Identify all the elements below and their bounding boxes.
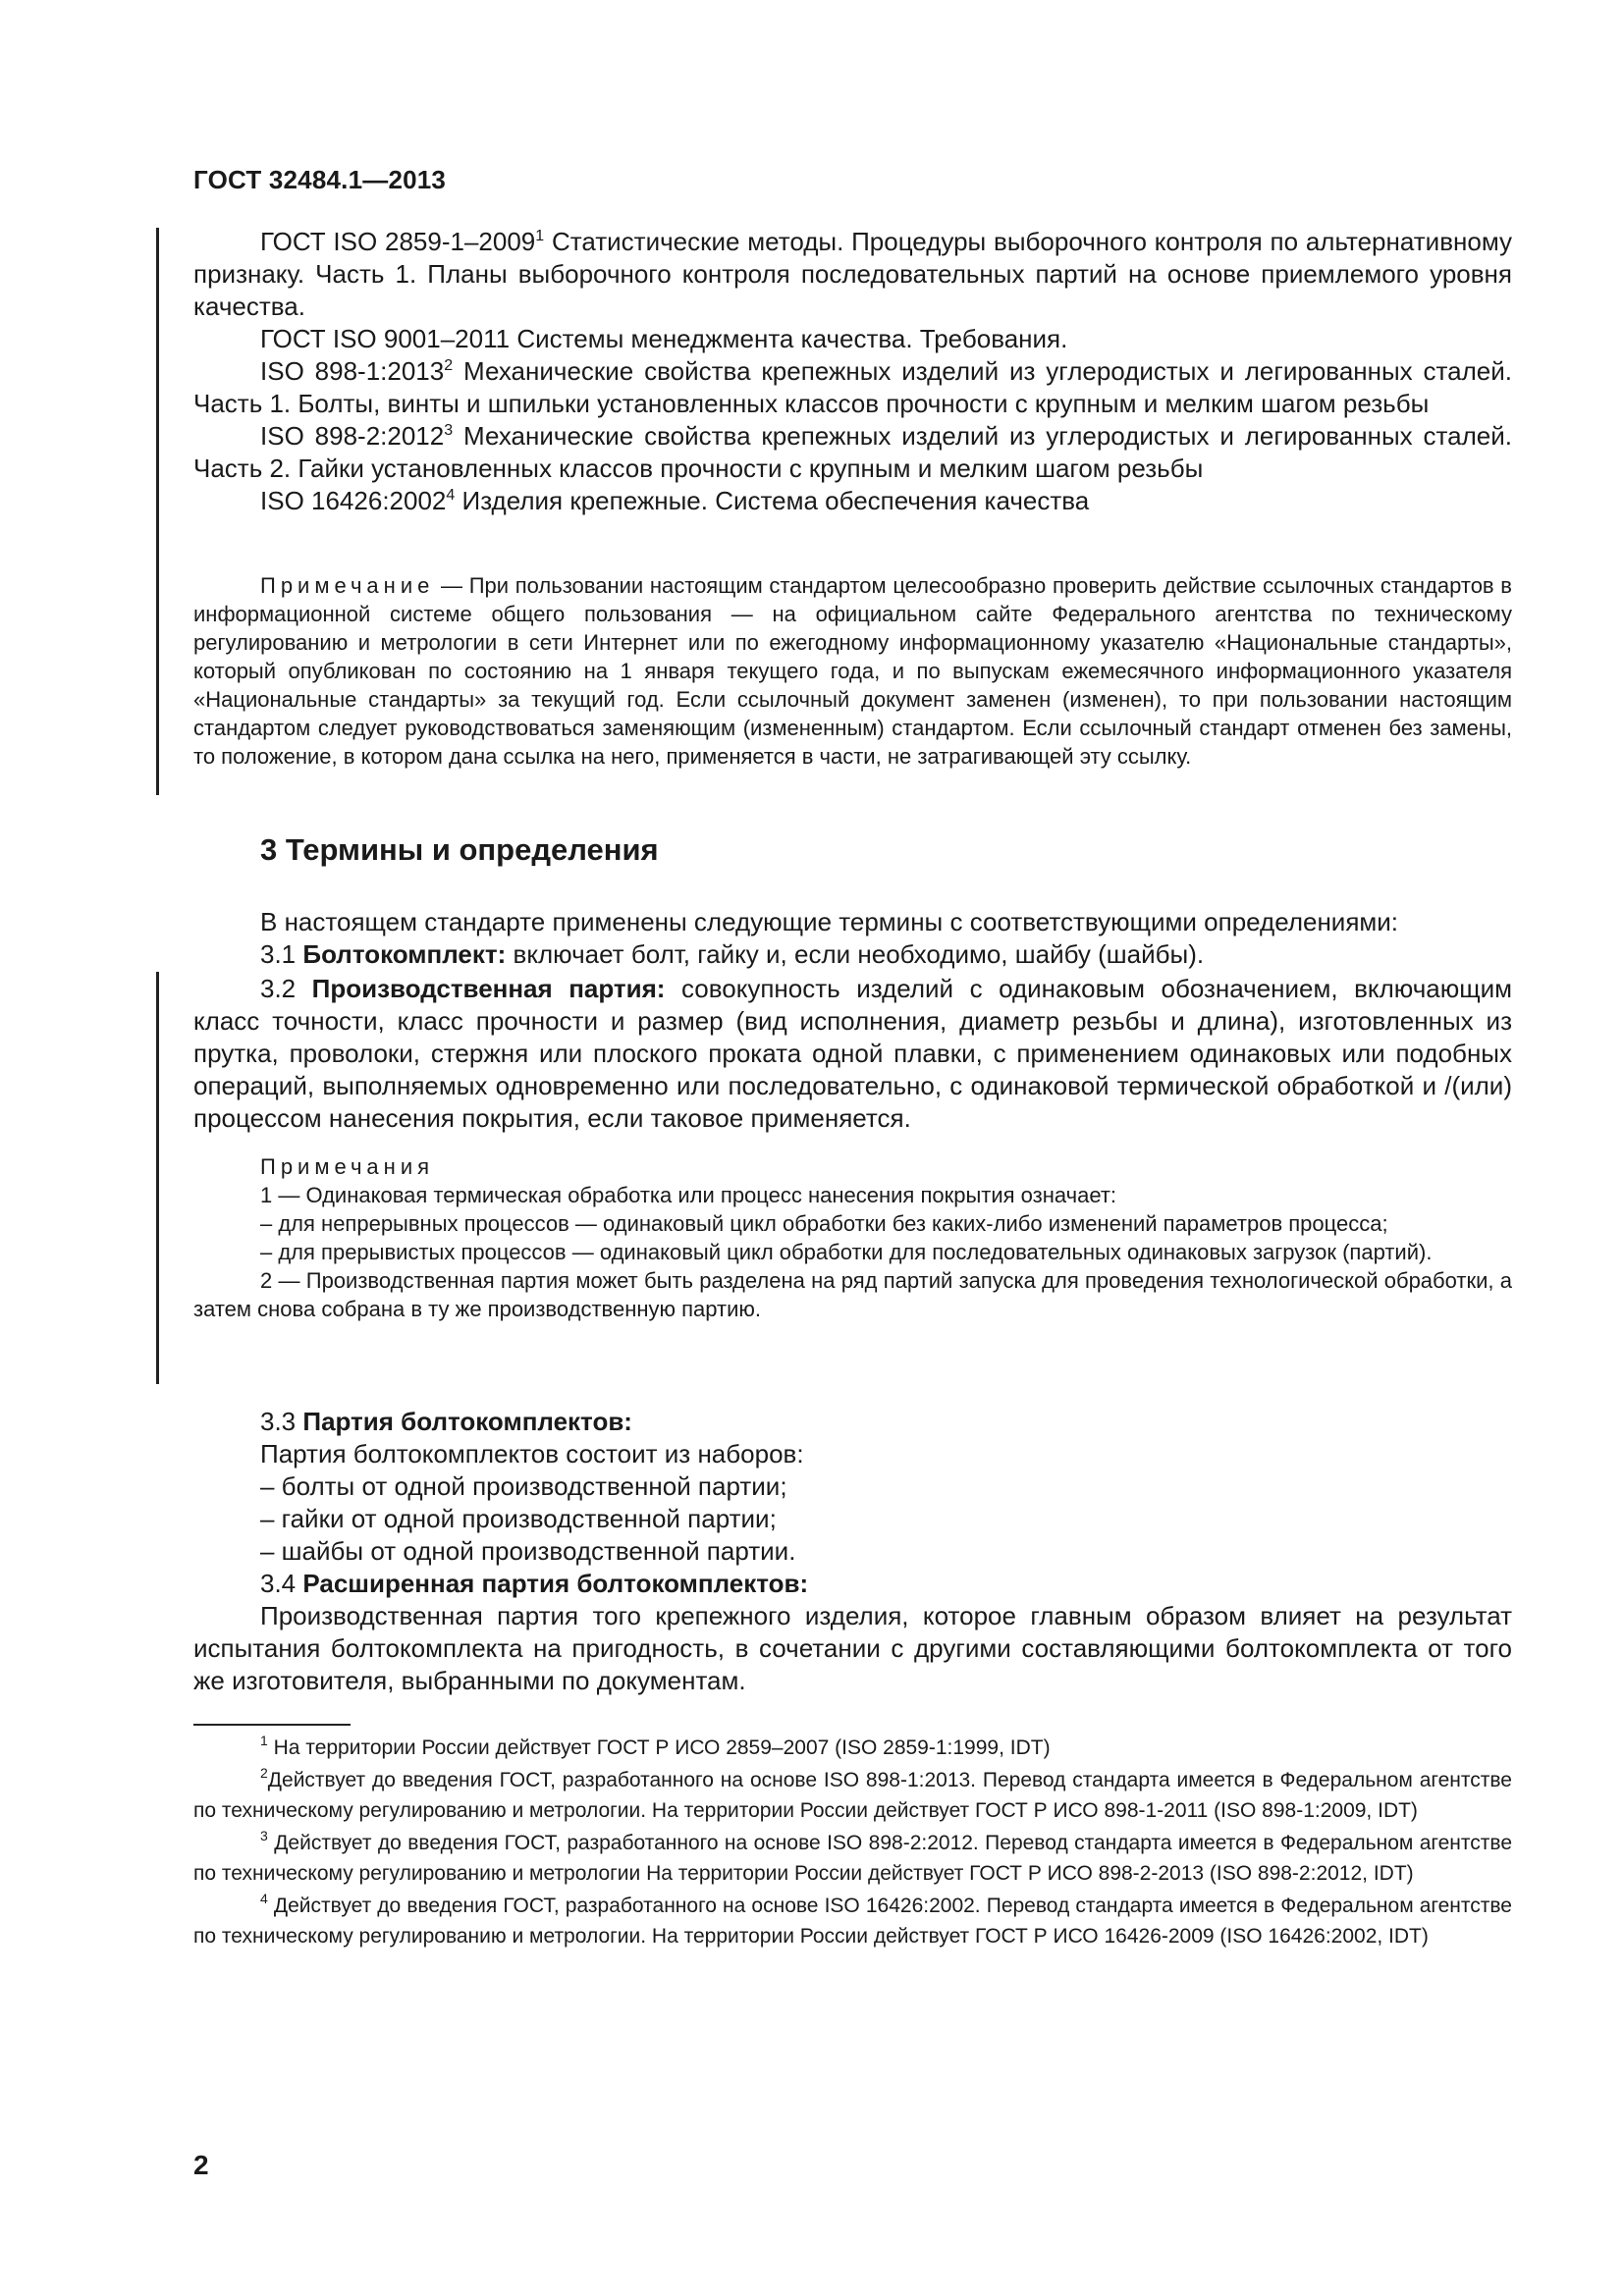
term-3-1: 3.1 Болтокомплект: включает болт, гайку и, если необходимо, шайбу (шайбы). <box>260 939 1205 969</box>
reference-item: ISO 898-2:2012$^3$ Механические свойства крепежных изделий из углеродистых и легированных сталей. Часть 2. Гайки установленных классов прочности с крупным и мелким шагом резьбы <box>193 421 1513 483</box>
list-item: – болты от одной производственной партии; <box>260 1471 787 1501</box>
note-item: – для непрерывных процессов — одинаковый цикл обработки без каких-либо изменений параметров процесса; <box>260 1211 1388 1236</box>
section-intro: В настоящем стандарте применены следующие термины с соответствующими определениями: <box>260 907 1399 936</box>
document-header: ГОСТ 32484.1—2013 <box>193 165 447 194</box>
section-terms <box>193 906 1512 1135</box>
reference-item: ISO 898-1:2013$^2$ Механические свойства крепежных изделий из углеродистых и легированных сталей. Часть 1. Болты, винты и шпильки установленных классов прочности с крупным и мелким шагом резьбы <box>193 356 1513 418</box>
references-note <box>193 571 1512 771</box>
section-title: 3 Термины и определения <box>260 832 659 867</box>
term-notes <box>193 1152 1512 1323</box>
footnote-item: $^1$ На территории России действует ГОСТ Р ИСО 2859–2007 (ISO 2859-1:1999, IDT) <box>260 1733 1051 1759</box>
change-bar <box>156 972 159 1384</box>
footnotes <box>193 1733 1512 1951</box>
notes-label: Примечания <box>260 1154 435 1179</box>
term-3-2: 3.2 Производственная партия: совокупность изделий с одинаковым обозначением, включающим класс точности, класс прочности и размер (вид исполнения, диаметр резьбы и длина), изготовленных из прутка, проволоки, стержня или плоского проката одной плавки, с применением одинаковых или подобных операций, выполняемых одновременно или последовательно, с одинаковой термической обработкой и /(или) процессом нанесения покрытия, если таковое применяется. <box>193 974 1512 1133</box>
note-item: 1 — Одинаковая термическая обработка или процесс нанесения покрытия означает: <box>260 1183 1117 1207</box>
footnote-divider <box>193 1724 351 1726</box>
footnote-item: $^3$ Действует до введения ГОСТ, разработанного на основе ISO 898-2:2012. Перевод стандарта имеется в Федеральном агентстве по техническому регулированию и метрологии На территории России действует ГОСТ Р ИСО 898-2-2013 (ISO 898-2:2012, IDT) <box>193 1828 1512 1885</box>
references-list <box>193 226 1512 517</box>
reference-item: ГОСТ ISO 9001–2011 Системы менеджмента качества. Требования. <box>260 324 1068 353</box>
change-bar <box>156 228 159 795</box>
note-item: 2 — Производственная партия может быть разделена на ряд партий запуска для проведения технологической обработки, а затем снова собрана в ту же производственную партию. <box>193 1268 1512 1321</box>
list-item: – шайбы от одной производственной партии. <box>260 1536 796 1566</box>
note-text: — При пользовании настоящим стандартом целесообразно проверить действие ссылочных стандартов в информационной системе общего пользования — на официальном сайте Федерального агентства по техническому регулированию и метрологии в сети Интернет или по ежегодному информационному указателю «Национальные стандарты», который опубликован по состоянию на 1 января текущего года, и по выпускам ежемесячного информационного указателя «Национальные стандарты» за текущий год. Если ссылочный документ заменен (изменен), то при пользовании настоящим стандартом следует руководствоваться заменяющим (измененным) стандартом. Если ссылочный стандарт отменен без замены, то положение, в котором дана ссылка на него, применяется в части, не затрагивающей эту ссылку. <box>193 573 1512 769</box>
term-3-3: 3.3 Партия болтокомплектов: <box>260 1407 632 1436</box>
footnote-item: $^4$ Действует до введения ГОСТ, разработанного на основе ISO 16426:2002. Перевод стандарта имеется в Федеральном агентстве по техническому регулированию и метрологии. На территории России действует ГОСТ Р ИСО 16426-2009 (ISO 16426:2002, IDT) <box>193 1891 1512 1948</box>
note-item: – для прерывистых процессов — одинаковый цикл обработки для последовательных одинаковых загрузок (партий). <box>260 1240 1433 1264</box>
note-label: Примечание <box>260 573 435 598</box>
term-3-4-text: Производственная партия того крепежного изделия, которое главным образом влияет на результат испытания болтокомплекта на пригодность, в сочетании с другими составляющими болтокомплекта от того же изготовителя, выбранными по документам. <box>193 1601 1512 1695</box>
section-terms-continued <box>193 1406 1512 1697</box>
page-number: 2 <box>193 2150 209 2180</box>
footnote-item: $^2$Действует до введения ГОСТ, разработанного на основе ISO 898-1:2013. Перевод стандарта имеется в Федеральном агентстве по техническому регулированию и метрологии. На территории России действует ГОСТ Р ИСО 898-1-2011 (ISO 898-1:2009, IDT) <box>193 1765 1512 1822</box>
term-3-3-intro: Партия болтокомплектов состоит из наборов: <box>260 1439 804 1468</box>
list-item: – гайки от одной производственной партии; <box>260 1504 777 1533</box>
term-3-4: 3.4 Расширенная партия болтокомплектов: <box>260 1569 809 1598</box>
reference-item: ISO 16426:2002$^4$ Изделия крепежные. Система обеспечения качества <box>260 486 1090 515</box>
reference-item: ГОСТ ISO 2859-1–2009$^1$ Статистические методы. Процедуры выборочного контроля по альтернативному признаку. Часть 1. Планы выборочного контроля последовательных партий на основе приемлемого уровня качества. <box>193 227 1512 321</box>
